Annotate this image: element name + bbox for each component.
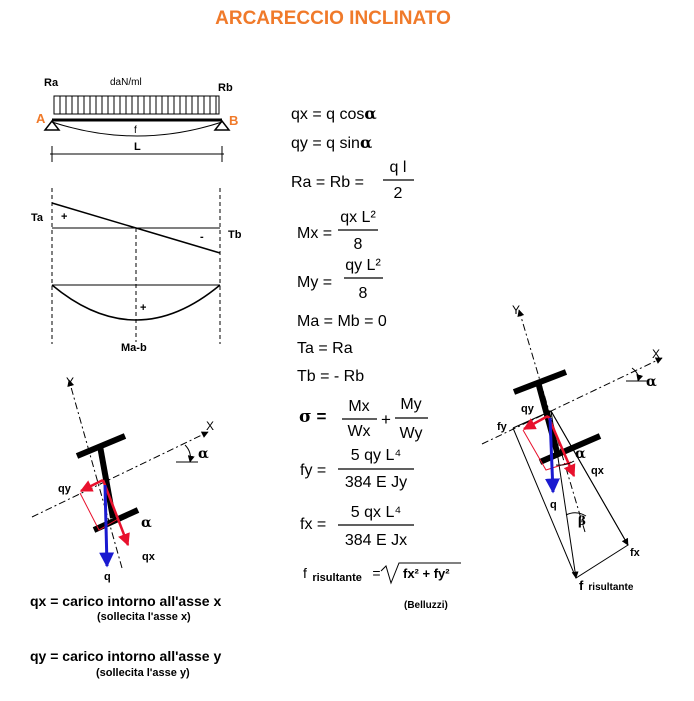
label-tb: Tb (228, 229, 242, 241)
eq-qx-alpha: α (364, 104, 377, 123)
label-alpha-axis-right: α (646, 374, 657, 390)
eq-fris-radicand: fx² + fy² (403, 566, 450, 581)
eq-ra-den: 2 (393, 185, 403, 202)
shear-minus: - (200, 231, 204, 243)
moment-plus: + (140, 302, 147, 314)
label-fx: fx (630, 547, 640, 559)
label-f: f (134, 125, 137, 136)
label-q-left: q (104, 571, 111, 583)
label-f-resultant-sub: risultante (588, 582, 634, 593)
deflection-curve (52, 122, 222, 136)
notes (30, 593, 221, 679)
eq-my-num: qy L² (345, 257, 381, 274)
section-flange-bottom-right (540, 436, 600, 462)
eq-fris-eq: = (372, 565, 381, 581)
eq-ra-lhs: Ra = Rb = (291, 174, 364, 191)
eq-my-den: 8 (358, 285, 368, 302)
axis-y-left (69, 380, 122, 568)
label-rb: Rb (218, 82, 233, 94)
eq-sigma-n2: My (400, 396, 422, 413)
eq-qy (291, 133, 372, 152)
eq-my-lhs: My = (297, 274, 333, 291)
eq-mx-num: qx L² (340, 209, 376, 226)
distributed-load (54, 96, 219, 114)
eq-qy-text: qy = q sin (291, 135, 360, 152)
note-qy-main: qy = carico intorno all'asse y (30, 648, 222, 664)
note-qy-sub: (sollecita l'asse y) (96, 667, 190, 679)
eq-mx-lhs: Mx = (297, 225, 333, 242)
label-y-right: Y (512, 303, 521, 317)
label-ta: Ta (31, 212, 44, 224)
label-y-left: Y (66, 375, 75, 389)
internal-force-diagrams (31, 188, 242, 354)
eq-fy-den: 384 E Jy (344, 474, 408, 491)
eq-qx-text: qx = q cos (291, 106, 365, 123)
eq-sigma-lhs (299, 407, 327, 427)
label-x-left: X (206, 419, 215, 433)
eq-ra-num: q l (389, 159, 407, 176)
label-f-resultant-f: f (579, 578, 584, 593)
eq-ta: Ta = Ra (297, 340, 353, 357)
eq-fx-den: 384 E Jx (344, 532, 408, 549)
eq-tb: Tb = - Rb (297, 368, 365, 385)
label-fy: fy (497, 421, 507, 433)
label-q-right: q (550, 499, 557, 511)
eq-fy-num: 5 qy L⁴ (350, 447, 402, 464)
label-mab: Ma-b (121, 342, 147, 354)
note-qx-main: qx = carico intorno all'asse x (30, 593, 222, 609)
label-load-unit: daN/ml (110, 77, 142, 88)
eq-fris-lhs (303, 565, 381, 585)
eq-sigma-d1: Wx (347, 423, 371, 440)
label-a: A (36, 111, 46, 126)
label-alpha-load-right: α (575, 446, 586, 462)
label-l: L (134, 141, 141, 153)
eq-fris-sub: risultante (312, 572, 362, 584)
note-qx-sub: (sollecita l'asse x) (97, 611, 191, 623)
eq-mx-den: 8 (353, 236, 363, 253)
q-arrow-left (105, 485, 107, 566)
eq-sigma-d2: Wy (399, 425, 423, 442)
label-alpha-load-left: α (141, 515, 152, 531)
label-qx-right: qx (591, 465, 604, 477)
equations (291, 104, 461, 611)
section-right (482, 303, 662, 593)
eq-fris-f: f (303, 565, 307, 581)
label-qy-right: qy (521, 403, 534, 415)
eq-fx-num: 5 qx L⁴ (350, 504, 402, 521)
eq-sigma-plus: + (381, 410, 391, 429)
eq-sigma-symbol: σ (299, 407, 312, 427)
deflection-triangle (513, 411, 628, 578)
beam-scheme (36, 77, 238, 162)
label-qy-left: qy (58, 483, 71, 495)
label-alpha-left: α (198, 446, 209, 462)
eq-sigma-eq: = (316, 407, 327, 426)
eq-qy-alpha: α (359, 133, 373, 152)
label-ra: Ra (44, 77, 59, 89)
label-x-right: X (652, 347, 661, 361)
eq-fy-lhs: fy = (300, 462, 327, 479)
eq-source: (Belluzzi) (404, 600, 448, 611)
eq-fx-lhs: fx = (300, 516, 327, 533)
shear-plus: + (61, 211, 68, 223)
axis-x-left (32, 432, 208, 517)
load-hatching (60, 96, 216, 114)
label-beta: β (578, 514, 586, 528)
f-resultant-line (551, 411, 576, 578)
label-b: B (229, 113, 239, 128)
eq-sigma-n1: Mx (348, 398, 370, 415)
label-f-resultant (579, 578, 634, 593)
eq-qx (291, 104, 377, 123)
eq-ma-mb: Ma = Mb = 0 (297, 313, 387, 330)
page-title: ARCARECCIO INCLINATO (215, 8, 451, 29)
section-left (32, 375, 214, 583)
label-qx-left: qx (142, 551, 155, 563)
